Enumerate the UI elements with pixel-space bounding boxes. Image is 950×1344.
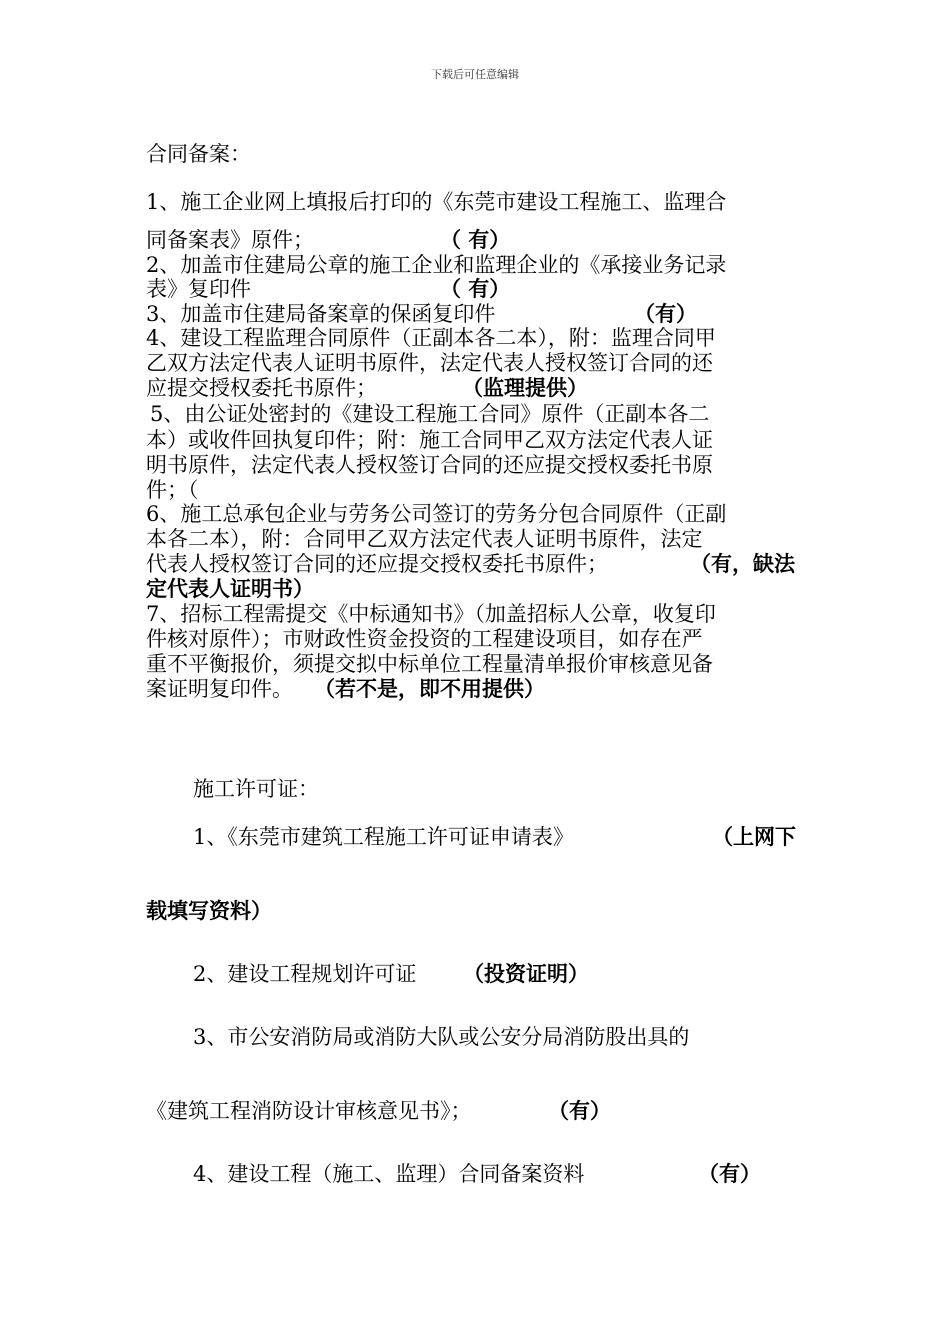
section-title-contract-filing: 合同备案： — [146, 142, 251, 166]
permit-item3-line1: 3、市公安消防局或消防大队或公安分局消防股出具的 — [193, 1025, 690, 1049]
item6-line1: 6、施工总承包企业与劳务公司签订的劳务分包合同原件（正副 — [146, 502, 727, 526]
permit-item2-note: （投资证明） — [463, 961, 589, 986]
item2-line1: 2、加盖市住建局公章的施工企业和监理企业的《承接业务记录 — [146, 253, 727, 277]
permit-item3-note: （有） — [548, 1098, 611, 1123]
permit-item1-note-a: （上网下 — [712, 824, 796, 849]
item4-line2: 乙双方法定代表人证明书原件，法定代表人授权签订合同的还 — [146, 351, 713, 375]
item5-line3: 明书原件，法定代表人授权签订合同的还应提交授权委托书原 — [146, 453, 713, 477]
item1-line2: 同备案表》原件； — [146, 228, 314, 252]
item7-line4: 案证明复印件。 — [146, 677, 293, 701]
item2-line2: 表》复印件 — [146, 277, 251, 301]
item3-note: （有） — [634, 301, 697, 326]
item4-note: （监理提供） — [462, 375, 588, 400]
item3-line1: 3、加盖市住建局备案章的保函复印件 — [146, 302, 496, 326]
header-note: 下载后可任意编辑 — [431, 68, 519, 81]
item7-note: （若不是，即不用提供） — [314, 676, 545, 701]
item2-note: （ 有） — [440, 276, 511, 301]
item4-line3: 应提交授权委托书原件； — [146, 376, 377, 400]
permit-item1-note-b: 载填写资料） — [146, 898, 272, 923]
item7-line1: 7、招标工程需提交《中标通知书》（加盖招标人公章，收复印 — [146, 602, 716, 626]
item5-line1: 5、由公证处密封的《建设工程施工合同》原件（正副本各二 — [150, 402, 710, 426]
item4-line1: 4、建设工程监理合同原件（正副本各二本），附：监理合同甲 — [146, 326, 716, 350]
item6-line2: 本各二本），附：合同甲乙双方法定代表人证明书原件，法定 — [146, 527, 703, 551]
permit-item3-line2: 《建筑工程消防设计审核意见书》； — [146, 1099, 472, 1123]
item1-note: （ 有） — [440, 227, 511, 252]
item1-line1: 1、施工企业网上填报后打印的《东莞市建设工程施工、监理合 — [146, 190, 727, 214]
item5-line2: 本）或收件回执复印件；附：施工合同甲乙双方法定代表人证 — [146, 428, 713, 452]
item6-note-b: 定代表人证明书） — [146, 576, 314, 601]
item6-note-a: （有，缺法 — [690, 551, 795, 576]
item6-line3: 代表人授权签订合同的还应提交授权委托书原件； — [146, 552, 608, 576]
permit-item1-text: 1、《东莞市建筑工程施工许可证申请表》 — [193, 825, 574, 849]
item7-line3: 重不平衡报价，须提交拟中标单位工程量清单报价审核意见备 — [146, 652, 713, 676]
permit-item2-text: 2、建设工程规划许可证 — [193, 962, 417, 986]
item7-line2: 件核对原件）；市财政性资金投资的工程建设项目，如存在严 — [146, 627, 703, 651]
item5-line4: 件；（ — [146, 478, 199, 502]
permit-item4-note: （有） — [698, 1161, 761, 1186]
permit-item4-text: 4、建设工程（施工、监理）合同备案资料 — [193, 1162, 585, 1186]
section-title-construction-permit: 施工许可证： — [193, 777, 319, 801]
